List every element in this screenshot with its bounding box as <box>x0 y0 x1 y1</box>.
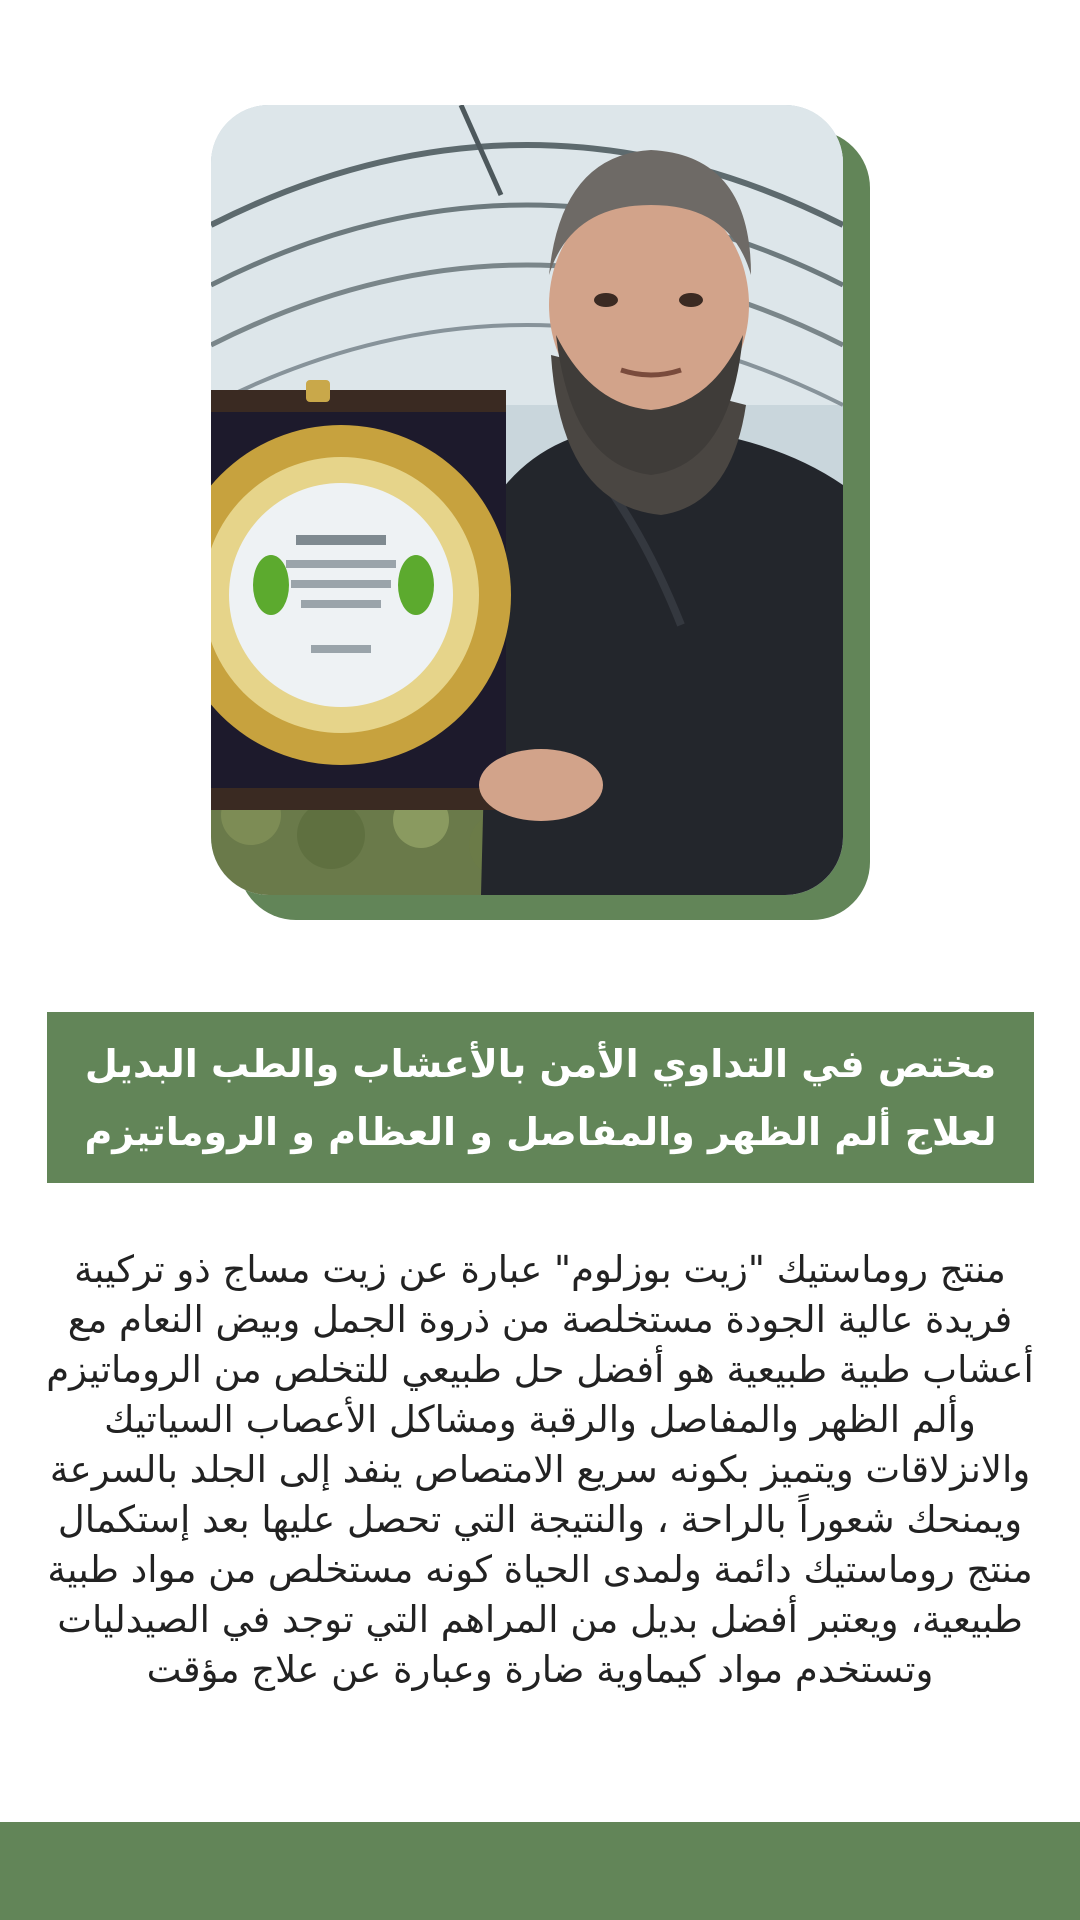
headline-banner <box>47 1012 1034 1183</box>
specialist-photo <box>211 105 843 895</box>
specialist-photo-illustration <box>211 105 843 895</box>
footer-bar <box>0 1822 1080 1920</box>
headline-text: مختص في التداوي الأمن بالأعشاب والطب البديل لعلاج ألم الظهر والمفاصل و العظام و الروماتيزم <box>84 1041 997 1154</box>
product-description: منتج روماستيك "زيت بوزلوم" عبارة عن زيت مساج ذو تركيبة فريدة عالية الجودة مستخلصة من ذروة الجمل وبيض النعام مع أعشاب طبية طبيعية هو أفضل حل طبيعي للتخلص من الروماتيزم وألم الظهر والمفاصل والرقبة ومشاكل الأعصاب السياتيك والانزلاقات ويتميز بكونه سريع الامتصاص ينفد إلى الجلد بالسرعة ويمنحك شعوراً بالراحة ، والنتيجة التي تحصل عليها بعد إستكمال منتج روماستيك دائمة ولمدى الحياة كونه مستخلص من مواد طبية طبيعية، ويعتبر أفضل بديل من المراهم التي توجد في الصيدليات وتستخدم مواد كيماوية ضارة وعبارة عن علاج مؤقت <box>46 1248 1034 1691</box>
